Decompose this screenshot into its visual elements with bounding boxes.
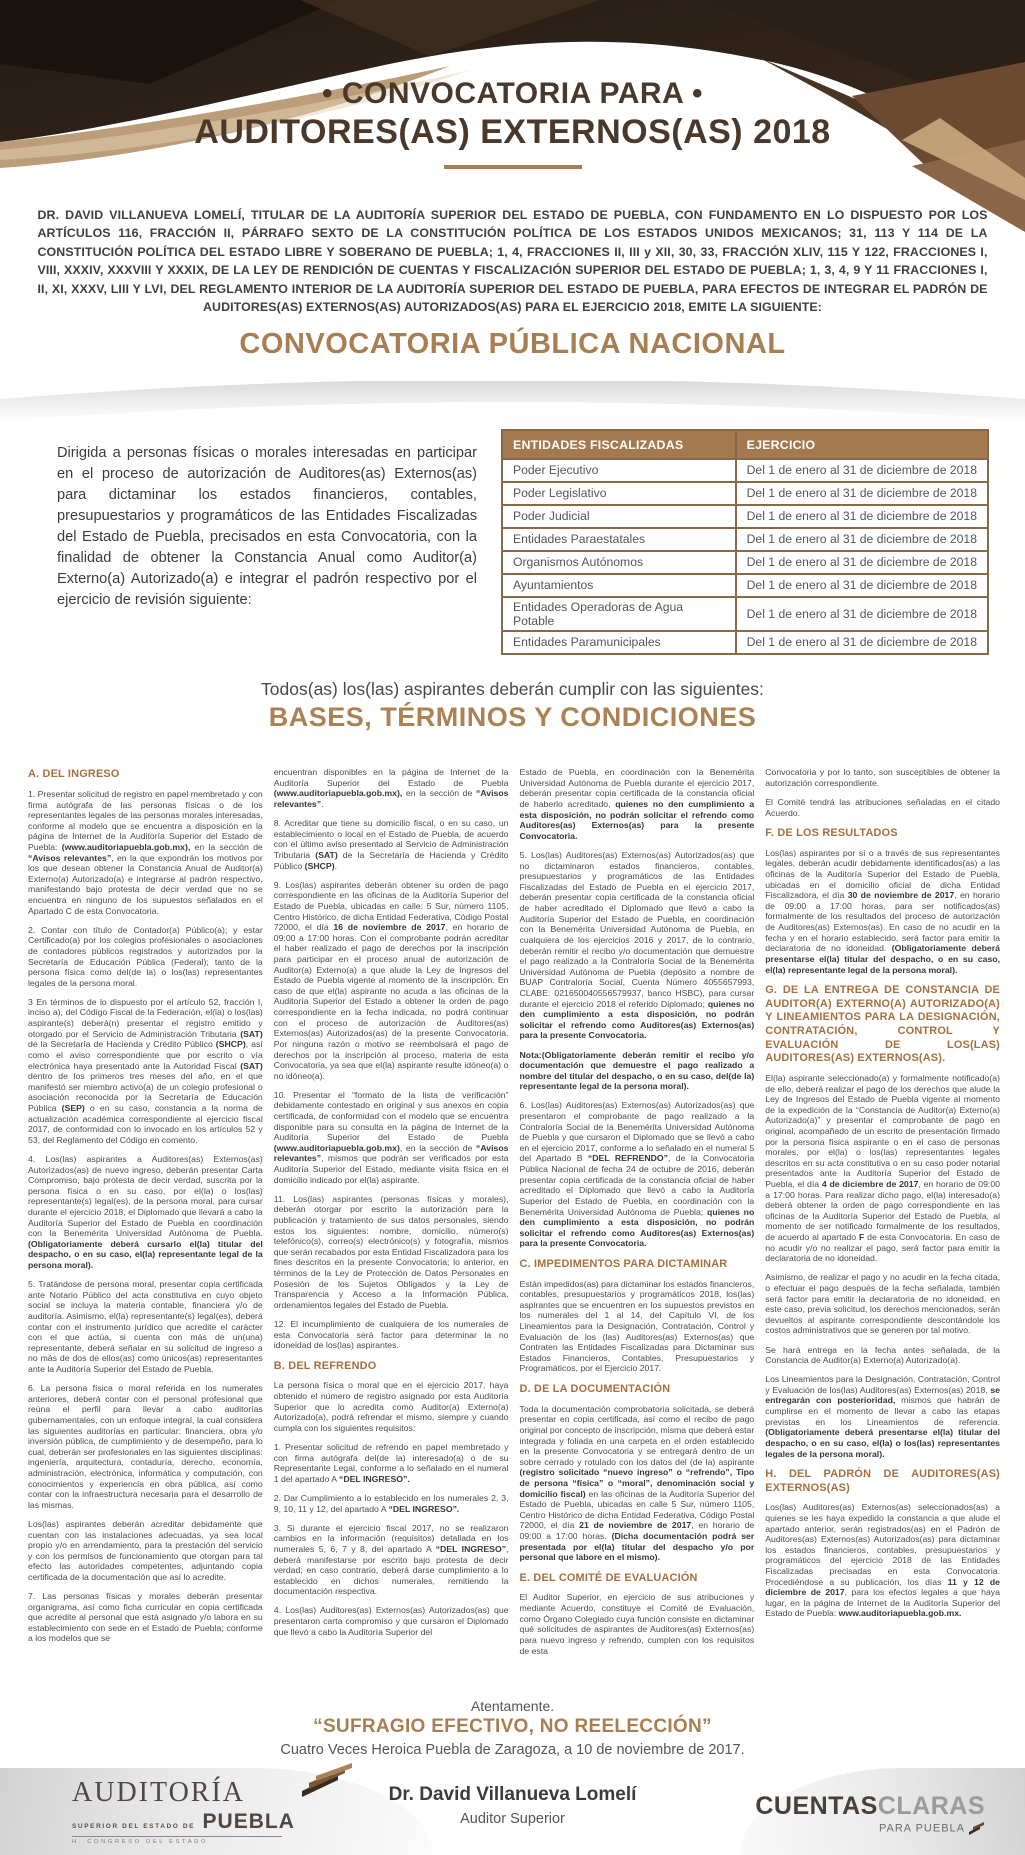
poster-title	[0, 76, 1025, 169]
body-paragraph: 3 En términos de lo dispuesto por el artículo 52, fracción I, inciso a), del Código Fiscal de la Federación, el(la) o los(las) aspirante(s) deberá(n) presentar el registro emitido y otorgado por el Servicio de Administración Tributaria (SAT) de la Secretaría de Hacienda y Crédito Público (SHCP), así como el aviso correspondiente que por escrito o vía electrónica haya presentado ante la Autoridad Fiscal (SAT) dentro de los primeros tres meses del año, en el que manifestó ser miembro activo(a) de un colegio profesional o asociación reconocida por la Secretaría de Educación Pública (SEP) o en su caso, constancia a la norma de actualización académica correspondiente al ejercicio fiscal 2017, de conformidad con lo invocado en los artículos 52 y 53, del Reglamento del Código en comento.	[28, 996, 263, 1145]
cell-ejercicio: Del 1 de enero al 31 de diciembre de 2018	[736, 574, 988, 597]
signatory-title: Auditor Superior	[460, 1811, 565, 1827]
cell-entidad: Entidades Paramunicipales	[502, 631, 736, 654]
cell-ejercicio: Del 1 de enero al 31 de diciembre de 2018	[736, 551, 988, 574]
cell-entidad: Ayuntamientos	[502, 574, 736, 597]
section-heading: E. DEL COMITÉ DE EVALUACIÓN	[519, 1571, 698, 1584]
entities-table-body	[502, 459, 988, 654]
body-paragraph: Convocatoria y por lo tanto, son susceptibles de obtener la autorización correspondiente.	[765, 767, 1000, 788]
body-paragraph: El Auditor Superior, en ejercicio de sus atribuciones y mediante Acuerdo, constituye el Comité de Evaluación, como Órgano Colegiado cuya función consiste en dictaminar qué solicitudes de aspirantes de Auditores(as) Externos(as) para nuevo ingreso y refrendo, cumplen con los requisitos de esta	[519, 1592, 755, 1656]
body-paragraph: Los(las) Auditores(as) Externos(as) seleccionados(as) a quienes se les haya expedido la constancia a que alude el apartado anterior, serán registrados(as) en el Padrón de Auditores(as) Externos(as) Autorizados(as) para dictaminar los estados financieros, contables, presupuestarios y programáticos del ejercicio 2018 de las Entidades Fiscalizadas precisadas en esta Convocatoria. Procediéndose a su publicación, los días 11 y 12 de diciembre de 2017, para los efectos legales a que haya lugar, en la página de Internet de la Auditoría Superior del Estado de Puebla: www.auditoriapuebla.gob.mx.	[765, 1502, 1000, 1619]
body-column-3	[520, 767, 755, 1745]
para-puebla-text: PARA PUEBLA	[879, 1822, 965, 1835]
section-heading: D. DE LA DOCUMENTACIÓN	[519, 1383, 671, 1396]
cell-entidad: Organismos Autónomos	[502, 551, 736, 574]
superior-del-estado-text: SUPERIOR DEL ESTADO DE	[72, 1823, 196, 1830]
title-line-2: AUDITORES(AS) EXTERNOS(AS) 2018	[194, 113, 831, 151]
table-row	[502, 505, 988, 528]
closing-block	[0, 1698, 1025, 1758]
cuentas-claras-logo	[755, 1792, 985, 1835]
body-paragraph: La persona física o moral que en el ejercicio 2017, haya obtenido el número de registro asignado por esta Auditoría Superior que lo acredita como Auditor(a) Externo(a) Autorizado(a), podrá refrendar el mismo, siempre y cuando cumpla con los siguientes requisitos:	[273, 1380, 509, 1433]
section-heading: F. DE LOS RESULTADOS	[765, 827, 898, 840]
table-row	[502, 459, 988, 482]
body-paragraph: encuentran disponibles en la página de Internet de la Auditoría Superior del Estado de Puebla (www.auditoriapuebla.gob.mx), en la sección de “Avisos relevantes”.	[273, 767, 509, 810]
title-line-1: • CONVOCATORIA PARA •	[322, 77, 703, 110]
table-row	[502, 551, 988, 574]
national-call-title: CONVOCATORIA PÚBLICA NACIONAL	[239, 328, 786, 361]
col-header-ejercicio: EJERCICIO	[736, 430, 988, 459]
gray-arc-decoration	[0, 381, 1025, 423]
table-row	[502, 574, 988, 597]
body-column-4	[765, 767, 1000, 1745]
body-paragraph: Nota:(Obligatoriamente deberán remitir el recibo y/o documentación que demuestre el pago realizado a nombre del titular del despacho, o en su caso, del(de la) representante legal de la persona moral).	[519, 1049, 755, 1092]
body-paragraph: 6. Los(las) Auditores(as) Externos(as) Autorizados(as) que presentaron el comprobante de pago realizado a la Contraloría Social de la Benemérita Universidad Autónoma de Puebla y que cursaron el Diplomado que se llevó a cabo en el ejercicio 2017, conforme a lo señalado en el numeral 5 del Apartado B “DEL REFRENDO”, de la Convocatoria Pública Nacional de fecha 24 de octubre de 2016, deberán presentar copia certificada de la constancia oficial de haber acreditado el Diplomado que llevó a cabo la Auditoría Superior del Estado de Puebla, en coordinación con la Benemérita Universidad Autónoma de Puebla; quienes no den cumplimiento a esta disposición, no podrán solicitar el refrendo como Auditores(as) Externos(as) para la presente Convocatoria.	[519, 1100, 755, 1249]
cell-entidad: Poder Ejecutivo	[502, 459, 736, 482]
cuentas-wordmark: CUENTAS	[755, 1792, 878, 1820]
section-heading: H. DEL PADRÓN DE AUDITORES(AS) EXTERNOS(AS)	[765, 1468, 1000, 1494]
claras-wordmark: CLARAS	[877, 1792, 985, 1820]
logo-divider-line	[72, 1836, 282, 1837]
body-paragraph: 11. Los(las) aspirantes (personas físicas y morales), deberán otorgar por escrito la autorización para la publicación y tratamiento de sus datos personales, siendo estos los siguientes: nombre, domicilio, número(s) telefónico(s), correo(s) electrónico(s) y fotografía, mismos que serán recabados por esta Entidad Fiscalizadora para los fines descritos en la presente Convocatoria; lo anterior, en términos de la Ley de Protección de Datos Personales en Posesión de los Sujetos Obligados y la Ley de Transparencia y Acceso a la Información Pública, ordenamientos legales del Estado de Puebla.	[273, 1193, 509, 1310]
body-paragraph: Los Lineamientos para la Designación, Contratación, Control y Evaluación de los(las) Auditores(as) Externos(as) 2018, se entregarán con posterioridad, mismos que habrán de cumplirse en el momento de llevar a cabo las etapas previstas en los Lineamientos de referencia. (Obligatoriamente deberá presentarse el(la) titular del despacho, o en su caso, el(la) o los(las) representantes legales de la persona moral).	[765, 1374, 1000, 1459]
body-paragraph: 12. El incumplimiento de cualquiera de los numerales de esta Convocatoria será factor para determinar la no idoneidad de los(las) aspirantes.	[273, 1319, 509, 1351]
closing-salutation: Atentamente.	[470, 1698, 555, 1714]
body-paragraph: 2. Contar con título de Contador(a) Público(a); y estar Certificado(a) por los colegios profesionales o asociaciones de contadores públicos registrados y autorizados por la Secretaría de Educación Pública (Federal); tanto de la persona física como del(de la) o los(las) representantes legales de la persona moral.	[28, 924, 263, 988]
body-paragraph: 3. Si durante el ejercicio fiscal 2017, no se realizaron cambios en la información (requisitos) detallada en los numerales 5, 6, 7 y 8, del apartado A “DEL INGRESO”, deberá manifestarse por escrito bajo protesta de decir verdad; en caso contrario, deberá darse cumplimiento a lo establecido en dichos numerales, remitiendo la documentación respectiva.	[273, 1522, 509, 1597]
title-underline	[444, 165, 582, 169]
puebla-wordmark: PUEBLA	[202, 1810, 295, 1833]
body-column-2	[274, 767, 509, 1745]
body-paragraph: 2. Dar Cumplimiento a lo establecido en los numerales 2, 3, 9, 10, 11 y 12, del apartado A “DEL INGRESO”.	[273, 1492, 509, 1514]
body-paragraph: 5. Los(las) Auditores(as) Externos(as) Autorizados(as) que no dictaminaron estados financieros, contables, presupuestarios y programáticos de las Entidades Fiscalizadas del Estado de Puebla en el ejercicio 2017, deberán presentar copia certificada de la constancia oficial de haber acreditado el Diplomado que llevó a cabo la Auditoría Superior del Estado de Puebla, en coordinación con la Benemérita Universidad Autónoma de Puebla, en cualquiera de los ejercicios 2016 y 2017, de lo contrario, deberán remitir el recibo y/o documentación que demuestre el pago realizado a la Contraloría Social de la Benemérita Universidad Autónoma de Puebla (depósito a nombre de BUAP Contraloría Social, Cuenta Número 4055657993, CLABE: 021650040556579937, banco HSBC), para cursar durante el ejercicio 2018 el referido Diplomado; quienes no den cumplimiento a esta disposición, no podrán solicitar el refrendo como Auditores(as) Externos(as) para la presente Convocatoria.	[519, 850, 755, 1041]
cell-ejercicio: Del 1 de enero al 31 de diciembre de 2018	[736, 631, 988, 654]
legal-foundation-paragraph: DR. DAVID VILLANUEVA LOMELÍ, TITULAR DE LA AUDITORÍA SUPERIOR DEL ESTADO DE PUEBLA, CON FUNDAMENTO EN LO DISPUESTO POR LOS ARTÍCULOS 116, FRACCIÓN II, PÁRRAFO SEXTO DE LA CONSTITUCIÓN POLÍTICA DE LOS ESTADOS UNIDOS MEXICANOS; 31, 113 Y 114 DE LA CONSTITUCIÓN POLÍTICA DEL ESTADO LIBRE Y SOBERANO DE PUEBLA; 1, 4, FRACCIONES II, III y XII, 30, 33, FRACCIÓN XLIV, 115 Y 122, FRACCIONES I, VIII, XXXIV, XXXVIII Y XXXIX, DE LA LEY DE RENDICIÓN DE CUENTAS Y FISCALIZACIÓN SUPERIOR DEL ESTADO DE PUEBLA; 1, 3, 4, 9 Y 11 FRACCIONES I, II, XI, XXXV, LIII Y LVI, DEL REGLAMENTO INTERIOR DE LA AUDITORÍA SUPERIOR DEL ESTADO DE PUEBLA, PARA EFECTOS DE INTEGRAR EL PADRÓN DE AUDITORES(AS) EXTERNOS(AS) AUTORIZADOS(AS) PARA EL EJERCICIO 2018, EMITE LA SIGUIENTE:	[37, 208, 988, 315]
body-paragraph: 4. Los(las) aspirantes a Auditores(as) Externos(as) Autorizados(as) de nuevo ingreso, deberán presentar Carta Compromiso, bajo protesta de decir verdad, suscrita por la persona física o en su caso, por el(la) o los(las) representante(s) legal(es), de la persona moral, para cursar durante el ejercicio 2018, el Diplomado que llevará a cabo la Auditoría Superior del Estado de Puebla en coordinación con la Benemérita Universidad Autónoma de Puebla. (Obligatoriamente deberá cursarlo el(la) titular del despacho, o en su caso, el(la) representante legal de la persona moral).	[28, 1153, 263, 1270]
body-column-1	[28, 767, 263, 1745]
congreso-text: H. CONGRESO DEL ESTADO	[72, 1839, 209, 1845]
masthead	[0, 0, 1025, 200]
table-header-row	[502, 430, 988, 459]
section-heading: C. IMPEDIMENTOS PARA DICTAMINAR	[519, 1257, 728, 1270]
section-heading: G. DE LA ENTREGA DE CONSTANCIA DE AUDITOR(A) EXTERNO(A) AUTORIZADO(A) Y LINEAMIENTOS PARA LA DESIGNACIÓN, CONTRATACIÓN, CONTROL Y EVALUACIÓN DE LOS(LAS) AUDITORES(AS) EXTERNOS(AS).	[765, 984, 1000, 1065]
small-book-icon	[969, 1822, 985, 1835]
body-paragraph: Toda la documentación comprobatoria solicitada, se deberá presentar en copia certificada, así como el recibo de pago original por concepto de inscripción, misma que deberá estar integrada y foliada en una carpeta en el orden establecido en la presente Convocatoria y se entregará dentro de un sobre cerrado y rotulado con los datos del (de la) aspirante (registro solicitado “nuevo ingreso” o “refrendo”, Tipo de persona “física” o “moral”, denominación social y domicilio fiscal) en las oficinas de la Auditoría Superior del Estado de Puebla, ubicadas en calle 5 Sur, número 1105, Centro Histórico de dicha Entidad Federativa, Código Postal 72000, el día 21 de noviembre de 2017, en horario de 09:00 a 17:00 horas. (Dicha documentación podrá ser presentada por el(la) titular del despacho y/o por personal que labore en el mismo).	[519, 1403, 755, 1563]
cell-ejercicio: Del 1 de enero al 31 de diciembre de 2018	[736, 505, 988, 528]
body-paragraph: Estado de Puebla, en coordinación con la Benemérita Universidad Autónoma de Puebla durante el ejercicio 2017, deberán presentar copia certificada de la constancia oficial de haberlo acreditado, quienes no den cumplimiento a esta disposición, no podrán solicitar el refrendo como Auditores(as) Externos(as) para la presente Convocatoria.	[519, 767, 755, 841]
section-heading: A. DEL INGRESO	[28, 768, 120, 781]
body-paragraph: Los(las) aspirantes deberán acreditar debidamente que cuentan con las instalaciones adecuadas, ya sea local propio y/o en arrendamiento, para la prestación del servicio y con los permisos de funcionamiento que otorgan para tal efecto las autoridades competentes, adjuntando copia certificada de la documentación que así lo acredite.	[28, 1518, 263, 1582]
cell-entidad: Entidades Operadoras de Agua Potable	[502, 597, 736, 631]
body-paragraph: El Comité tendrá las atribuciones señaladas en el citado Acuerdo.	[765, 796, 1000, 818]
body-paragraph: 6. La persona física o moral referida en los numerales anteriores, deberá contar con el personal profesional que reúna el perfil para llevar a cabo auditorías gubernamentales, con un enfoque integral, la cual considera las siguientes auditorías en particular: financiera, obra y/o inversión pública, de cumplimiento y de desempeño, para lo cual, deberán ser profesionales en las siguientes disciplinas: ingeniería, arquitectura, contaduría, derecho, economía, administración, electrónica, informática y computación, con conocimientos y experiencia en obra pública, así como contar con la infraestructura necesaria para el desarrollo de las mismas.	[28, 1383, 263, 1510]
body-paragraph: 10. Presentar el “formato de la lista de verificación” debidamente contestado en original y sus anexos en copia certificada, de conformidad con el modelo que se encuentra disponible para su consulta en la página de Internet de la Auditoría Superior del Estado de Puebla (www.auditoriapuebla.gob.mx), en la sección de “Avisos relevantes”, mismos que podrán ser verificados por esta Auditoría Superior del Estado, mediante visita física en el domicilio indicado por el(la) aspirante.	[273, 1089, 509, 1185]
signatory-name: Dr. David Villanueva Lomelí	[388, 1784, 637, 1805]
body-paragraph: 7. Las personas físicas y morales deberán presentar organigrama, así como ficha curricular en copia certificada que acredite al personal que está asignado y/o labora en su establecimiento con sede en el Estado de Puebla; conforme a los modelos que se	[28, 1591, 263, 1644]
table-row	[502, 482, 988, 505]
book-pages-icon	[302, 1763, 354, 1799]
body-paragraph: Asimismo, de realizar el pago y no acudir en la fecha citada, o efectuar el pago después de la fecha señalada, también será factor para emitir la declaratoria de no idoneidad, en este caso, previa solicitud, los derechos mencionados, serán devueltos al aspirante correspondiente descontándole los costos administrativos que se generen por tal motivo.	[765, 1272, 1000, 1336]
bases-lead-text: Todos(as) los(las) aspirantes deberán cumplir con las siguientes:	[261, 678, 764, 699]
cell-ejercicio: Del 1 de enero al 31 de diciembre de 2018	[736, 459, 988, 482]
entities-table-head	[502, 430, 988, 459]
body-paragraph: 1. Presentar solicitud de refrendo en papel membretado y con firma autógrafa del(de la) interesado(a) o de su Representante Legal, conforme a lo señalado en el numeral 1 del apartado A “DEL INGRESO”.	[273, 1442, 509, 1484]
body-paragraph: 8. Acreditar que tiene su domicilio fiscal, o en su caso, un establecimiento o local en el Estado de Puebla, de acuerdo con el último aviso presentado al Servicio de Administración Tributaria (SAT) de la Secretaría de Hacienda y Crédito Público (SHCP).	[273, 818, 509, 871]
body-paragraph: 9. Los(las) aspirantes deberán obtener su orden de pago correspondiente en las oficinas de la Auditoría Superior del Estado de Puebla, ubicadas en calle: 5 Sur, número 1105, Centro Histórico, de dicha Entidad Federativa, Código Postal 72000, el día 16 de noviembre de 2017, en horario de 09:00 a 17:00 horas. Con el comprobante podrán acreditar el haber realizado el pago de derechos por la inscripción para participar en el proceso anual de autorización de Auditor(a) Externo(a) a que alude la Ley de Ingresos del Estado de Puebla vigente al momento de la inscripción. En caso de que el(la) aspirante no acuda a las oficinas de la Auditoría Superior del Estado a obtener la orden de pago correspondiente en la fecha indicada, no podrá continuar con el proceso de autorización de Auditores(as) Externos(as) Autorizados(as) de la presente Convocatoria. Por ninguna razón o motivo se reembolsará el pago de derechos por la inscripción al proceso, materia de esta Convocatoria, ya sea que el(la) aspirante resulte idóneo(a) o no idóneo(a).	[273, 879, 509, 1081]
body-paragraph: Los(las) aspirantes por sí o a través de sus representantes legales, deberán acudir debidamente identificados(as) a las oficinas de la Auditoría Superior del Estado de Puebla, ubicadas en el domicilio oficial de dicha Entidad Fiscalizadora, el día 30 de noviembre de 2017, en horario de 09:00 a 17:00 horas, para ser notificados(as) formalmente de los resultados del proceso de autorización de Auditores(as) Externos(as). En caso de no acudir en la fecha y en el horario establecido, será factor para emitir la declaratoria de no idoneidad. (Obligatoriamente deberá presentarse el(la) titular del despacho, o en su caso, el(la) representante legal de la persona moral).	[765, 847, 1000, 975]
intro-section	[0, 423, 1025, 655]
cell-entidad: Poder Legislativo	[502, 482, 736, 505]
cell-entidad: Poder Judicial	[502, 505, 736, 528]
body-paragraph: Se hará entrega en la fecha antes señalada, de la Constancia de Auditor(a) Externo(a) Autorizado(a).	[765, 1344, 1000, 1366]
body-columns	[0, 755, 1025, 1745]
table-row	[502, 597, 988, 631]
entities-table	[501, 429, 989, 655]
cell-ejercicio: Del 1 de enero al 31 de diciembre de 2018	[736, 528, 988, 551]
dateline: Cuatro Veces Heroica Puebla de Zaragoza, a 10 de noviembre de 2017.	[280, 1742, 745, 1758]
body-paragraph: Están impedidos(as) para dictaminar los estados financieros, contables, presupuestarios y programáticos 2018, los(las) aspirantes que se encuentren en los supuestos previstos en los numerales del 1 al 14, del Capítulo VI, de los Lineamientos para la Designación, Contratación, Control y Evaluación de los (las) Auditores(as) Externos(as) que Contraten las Entidades Fiscalizadas para Dictaminar sus Estados Financieros, Contables, Presupuestarios y Programáticos, por el Ejercicio 2017.	[519, 1278, 755, 1374]
section-heading: B. DEL REFRENDO	[273, 1359, 377, 1372]
cell-ejercicio: Del 1 de enero al 31 de diciembre de 2018	[736, 597, 988, 631]
official-motto: “SUFRAGIO EFECTIVO, NO REELECCIÓN”	[313, 1716, 712, 1737]
auditoria-wordmark: AUDITORÍA	[72, 1777, 246, 1808]
col-header-entidades: ENTIDADES FISCALIZADAS	[502, 430, 736, 459]
body-paragraph: 4. Los(las) Auditores(as) Externos(as) Autorizados(as) que presentaron carta compromiso y que cursaron el Diplomado que llevó a cabo la Auditoría Superior del	[273, 1605, 509, 1637]
body-paragraph: 1. Presentar solicitud de registro en papel membretado y con firma autógrafa de las personas físicas o de los representantes legales de las personas morales interesadas, conforme al modelo que se encuentra a disposición en la página de Internet de la Auditoría Superior del Estado de Puebla: (www.auditoriapuebla.gob.mx), en la sección de “Avisos relevantes”, en la que expondrán los motivos por los que desean obtener la Constancia Anual de Auditor(a) Externo(a) Autorizado(a) e integrarse al padrón respectivo, manifestando bajo protesta de decir verdad que no se encuentra en ninguno de los supuestos señalados en el Apartado C de esta Convocatoria.	[28, 788, 263, 916]
table-row	[502, 631, 988, 654]
cell-ejercicio: Del 1 de enero al 31 de diciembre de 2018	[736, 482, 988, 505]
body-paragraph: 5. Tratándose de persona moral, presentar copia certificada ante Notario Público del acta constitutiva en cuyo objeto social se incluya la materia contable, financiera y/o de auditoría. Asimismo, el(la) representante(s) legal(es), deberá contar con el instrumento jurídico que acredite el carácter con el que actúa, si cuenta con más de un(una) representante, deberá señalar en su solicitud de ingreso a no más de dos de ellos(as) como únicos(as) representantes ante la Auditoría Superior del Estado de Puebla.	[28, 1279, 263, 1374]
auditoria-puebla-logo	[72, 1777, 372, 1845]
cell-entidad: Entidades Paraestatales	[502, 528, 736, 551]
body-paragraph: El(la) aspirante seleccionado(a) y formalmente notificado(a) de ello, deberá realizar el pago de los derechos que alude la Ley de Ingresos del Estado de Puebla vigente al momento de la expedición de la “Constancia de Auditor(a) Externo(a) Autorizado(a)” y presentar el comprobante de pago en original, acompañado de un escrito de presentación firmado por la persona física aspirante o en el caso de personas morales, por el(la) o los(las) representantes legales descritos en su acta constitutiva o en su caso poder notarial presentados ante la Auditoría Superior del Estado de Puebla, el día 4 de diciembre de 2017, en horario de 09:00 a 17:00 horas. Para realizar dicho pago, el(la) interesado(a) deberá obtener la orden de pago correspondiente en las oficinas de la Auditoría Superior del Estado de Puebla, al momento de ser notificado formalmente de los resultados, de acuerdo al apartado F de esta Convocatoria. En caso de no acudir y/o no realizar el pago, será factor para emitir la declaratoria de no idoneidad.	[765, 1072, 1000, 1264]
table-row	[502, 528, 988, 551]
bases-title: BASES, TÉRMINOS Y CONDICIONES	[268, 701, 757, 732]
intro-paragraph: Dirigida a personas físicas o morales interesadas en participar en el proceso de autorización de Auditores(as) Externos(as) para dictaminar los estados financieros, contables, presupuestarios y programáticos de las Entidades Fiscalizadas del Estado de Puebla, precisados en esta Convocatoria, con la finalidad de obtener la Constancia Anual como Auditor(a) Externo(a) Autorizado(a) e integrar el padrón respectivo por el ejercicio de revisión siguiente:	[57, 445, 477, 609]
